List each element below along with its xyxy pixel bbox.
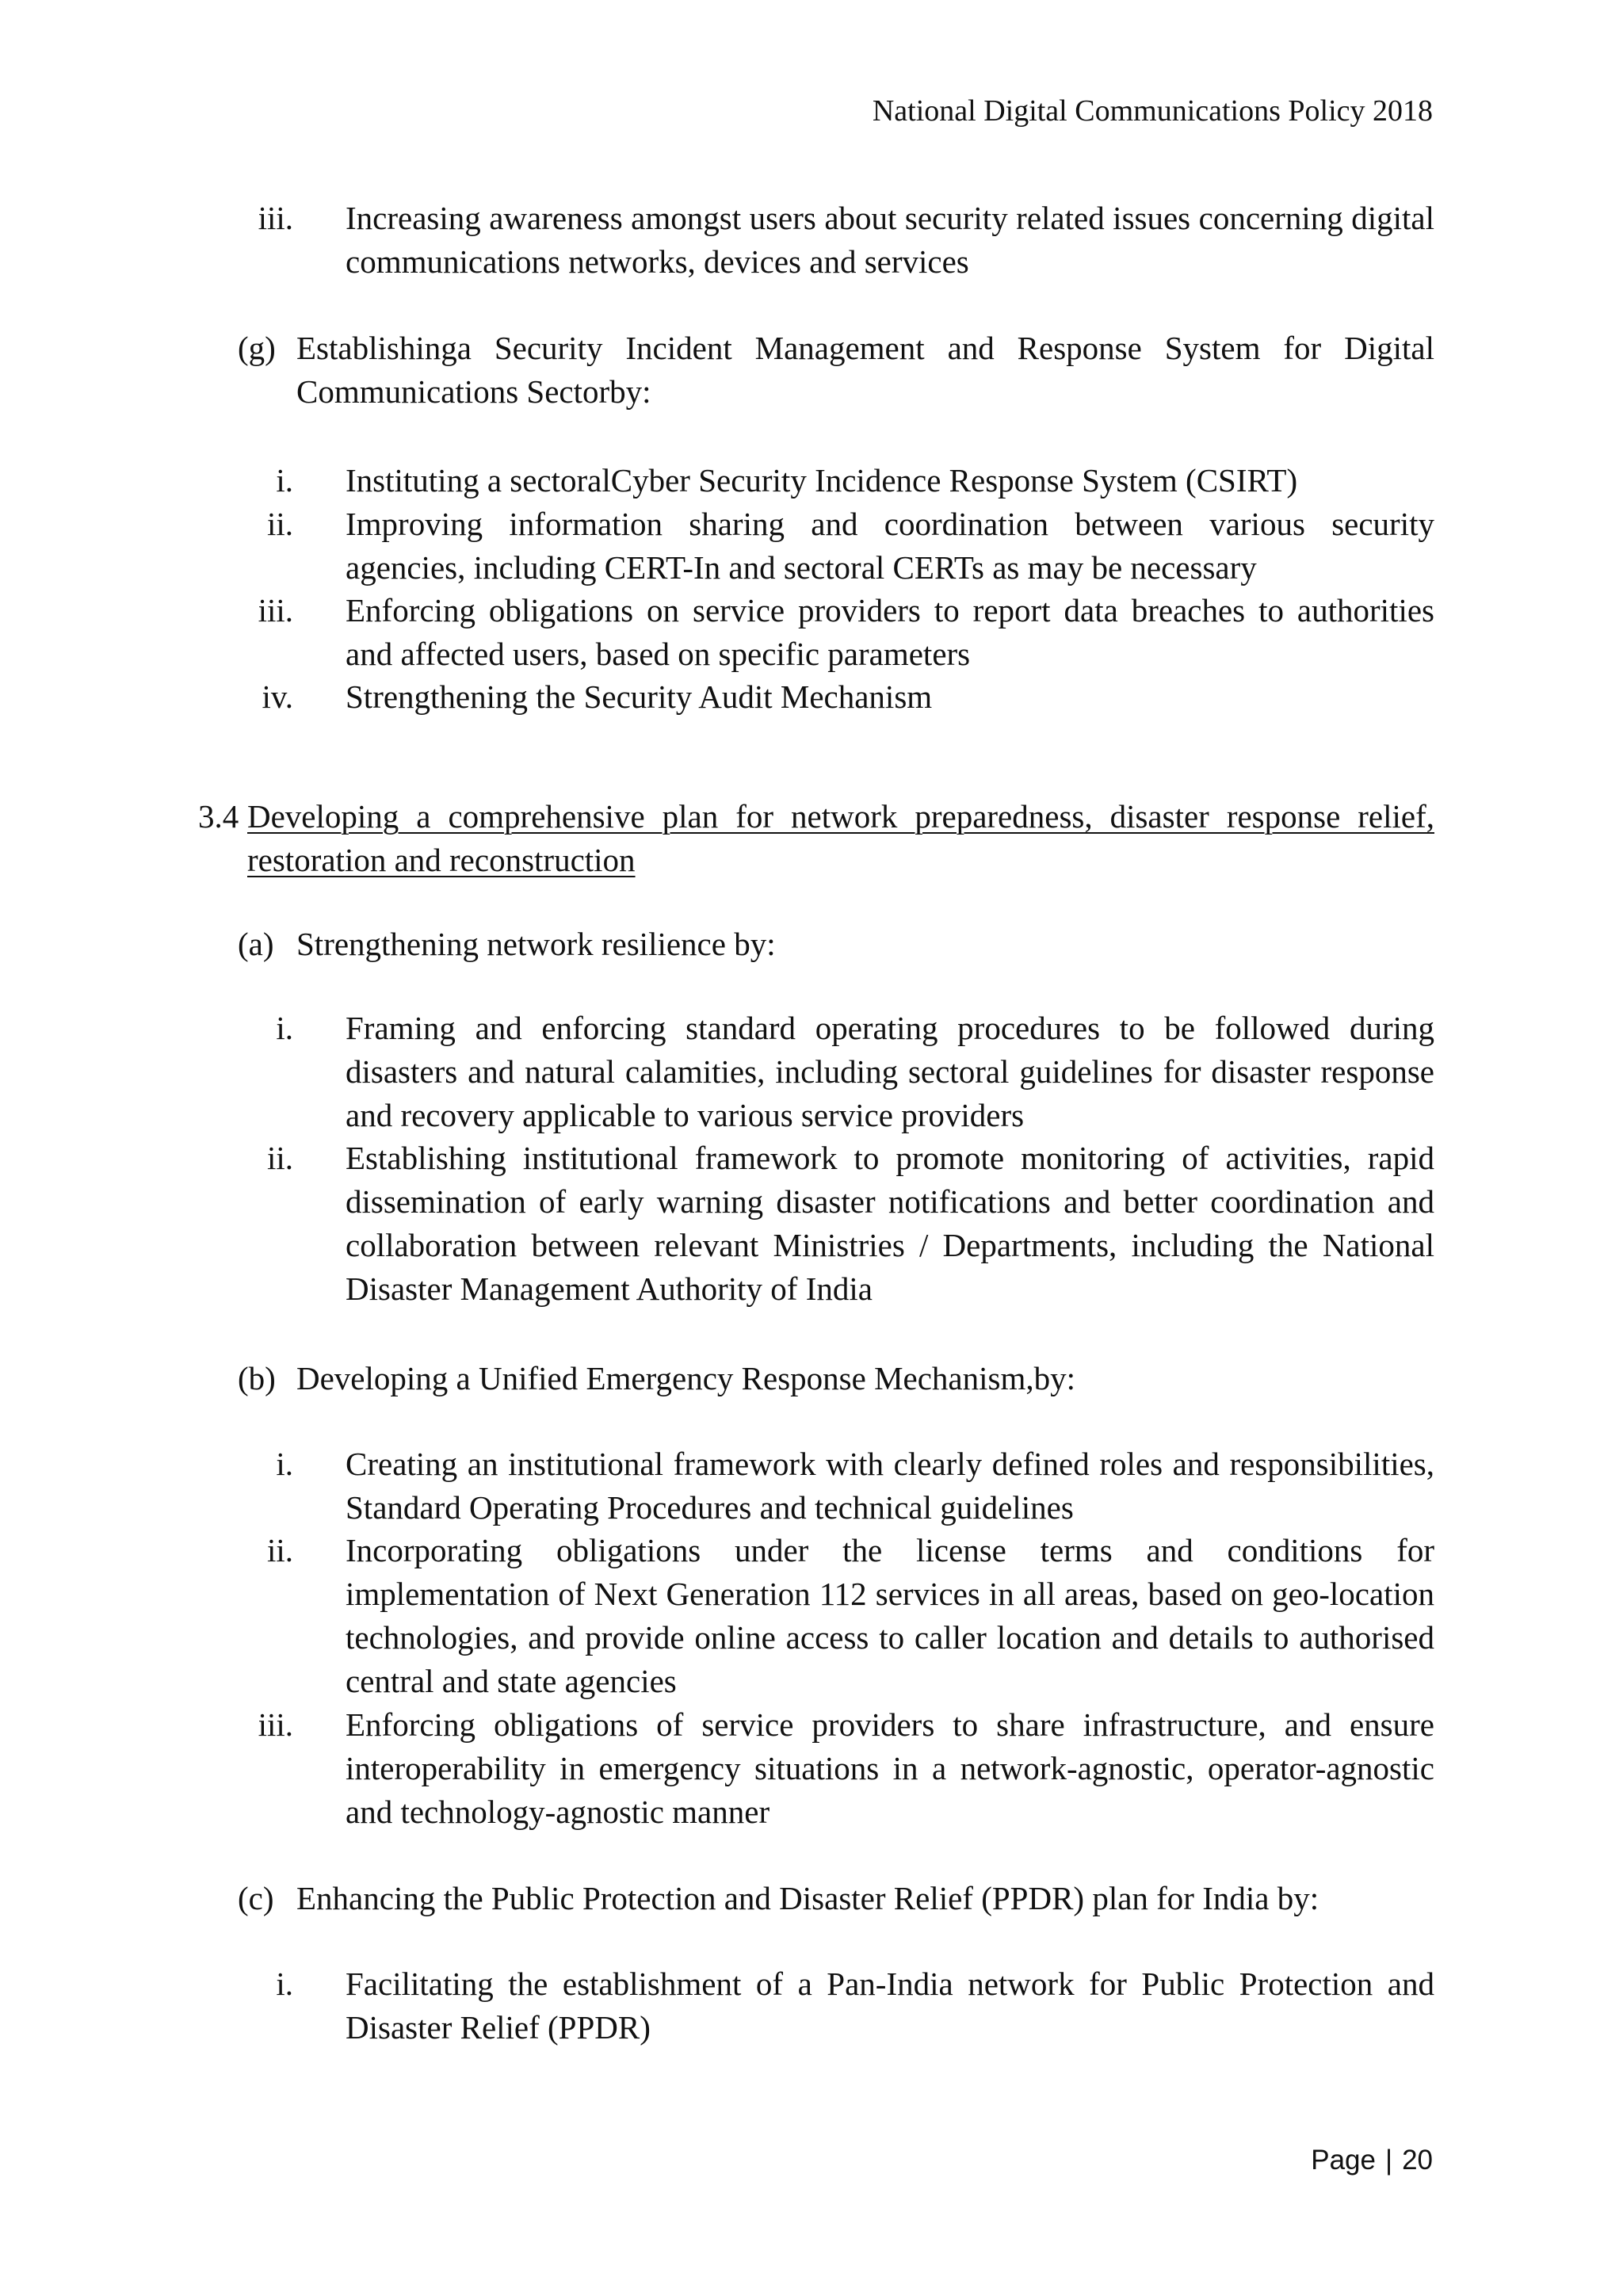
list-item-text: Enhancing the Public Protection and Disaster Relief (PPDR) plan for India by: [296, 1880, 1319, 1916]
list-marker: i. [276, 1446, 293, 1482]
list-item-text: Incorporating obligations under the license terms and conditions for implementation of Next Generation 112 services in all areas, based on geo-location technologies, and provide online access to caller location and details to authorised central and state agencies [346, 1532, 1434, 1699]
list-marker: ii. [266, 1532, 293, 1568]
list-marker: (c) [238, 1880, 274, 1916]
list-marker: i. [276, 1010, 293, 1046]
list-marker: iii. [258, 1706, 293, 1743]
list-item-text: Enforcing obligations of service providers to share infrastructure, and ensure interoperability in emergency situations in a network-agnostic, operator-agnostic and technology-agnostic manner [346, 1706, 1434, 1830]
list-item-text: Instituting a sectoralCyber Security Incidence Response System (CSIRT) [346, 462, 1298, 499]
list-marker: ii. [266, 1140, 293, 1176]
list-item-text: Enforcing obligations on service providers to report data breaches to authorities and affected users, based on specific parameters [346, 592, 1434, 672]
list-item-text: Increasing awareness amongst users about security related issues concerning digital communications networks, devices and services [346, 200, 1434, 280]
page-label: Page [1311, 2145, 1376, 2176]
list-item-text: Establishinga Security Incident Management and Response System for Digital Communications Sectorby: [296, 330, 1434, 410]
list-item-text: Strengthening the Security Audit Mechanism [346, 678, 933, 715]
document-header-title: National Digital Communications Policy 2018 [872, 94, 1433, 128]
list-item-text: Facilitating the establishment of a Pan-India network for Public Protection and Disaster Relief (PPDR) [346, 1966, 1434, 2046]
list-marker: (b) [238, 1360, 276, 1396]
list-item-text: Establishing institutional framework to promote monitoring of activities, rapid dissemination of early warning disaster notifications and better coordination and collaboration between relevant Ministries / Departments, including the National Disaster Management Authority of India [346, 1140, 1434, 1307]
list-marker: (a) [238, 926, 274, 962]
list-item-text: Strengthening network resilience by: [296, 926, 776, 962]
list-marker: ii. [266, 506, 293, 542]
list-marker: (g) [238, 330, 276, 366]
list-marker: i. [276, 1966, 293, 2002]
section-number: 3.4 [198, 798, 239, 835]
list-marker: iii. [258, 592, 293, 628]
list-item-text: Framing and enforcing standard operating procedures to be followed during disasters and natural calamities, including sectoral guidelines for disaster response and recovery applicable to various service providers [346, 1010, 1434, 1133]
section-title: Developing a comprehensive plan for network preparedness, disaster response relief, restoration and reconstruction [247, 798, 1434, 878]
list-marker: i. [276, 462, 293, 499]
page-number: 20 [1402, 2145, 1433, 2176]
list-item-text: Improving information sharing and coordination between various security agencies, including CERT-In and sectoral CERTs as may be necessary [346, 506, 1434, 586]
list-item-text: Creating an institutional framework with clearly defined roles and responsibilities, Standard Operating Procedures and technical guidelines [346, 1446, 1434, 1526]
list-item-text: Developing a Unified Emergency Response Mechanism,by: [296, 1360, 1075, 1396]
list-marker: iii. [258, 200, 293, 236]
page-separator: | [1384, 2145, 1393, 2176]
page-footer [1311, 2145, 1433, 2176]
list-marker: iv. [262, 678, 293, 715]
